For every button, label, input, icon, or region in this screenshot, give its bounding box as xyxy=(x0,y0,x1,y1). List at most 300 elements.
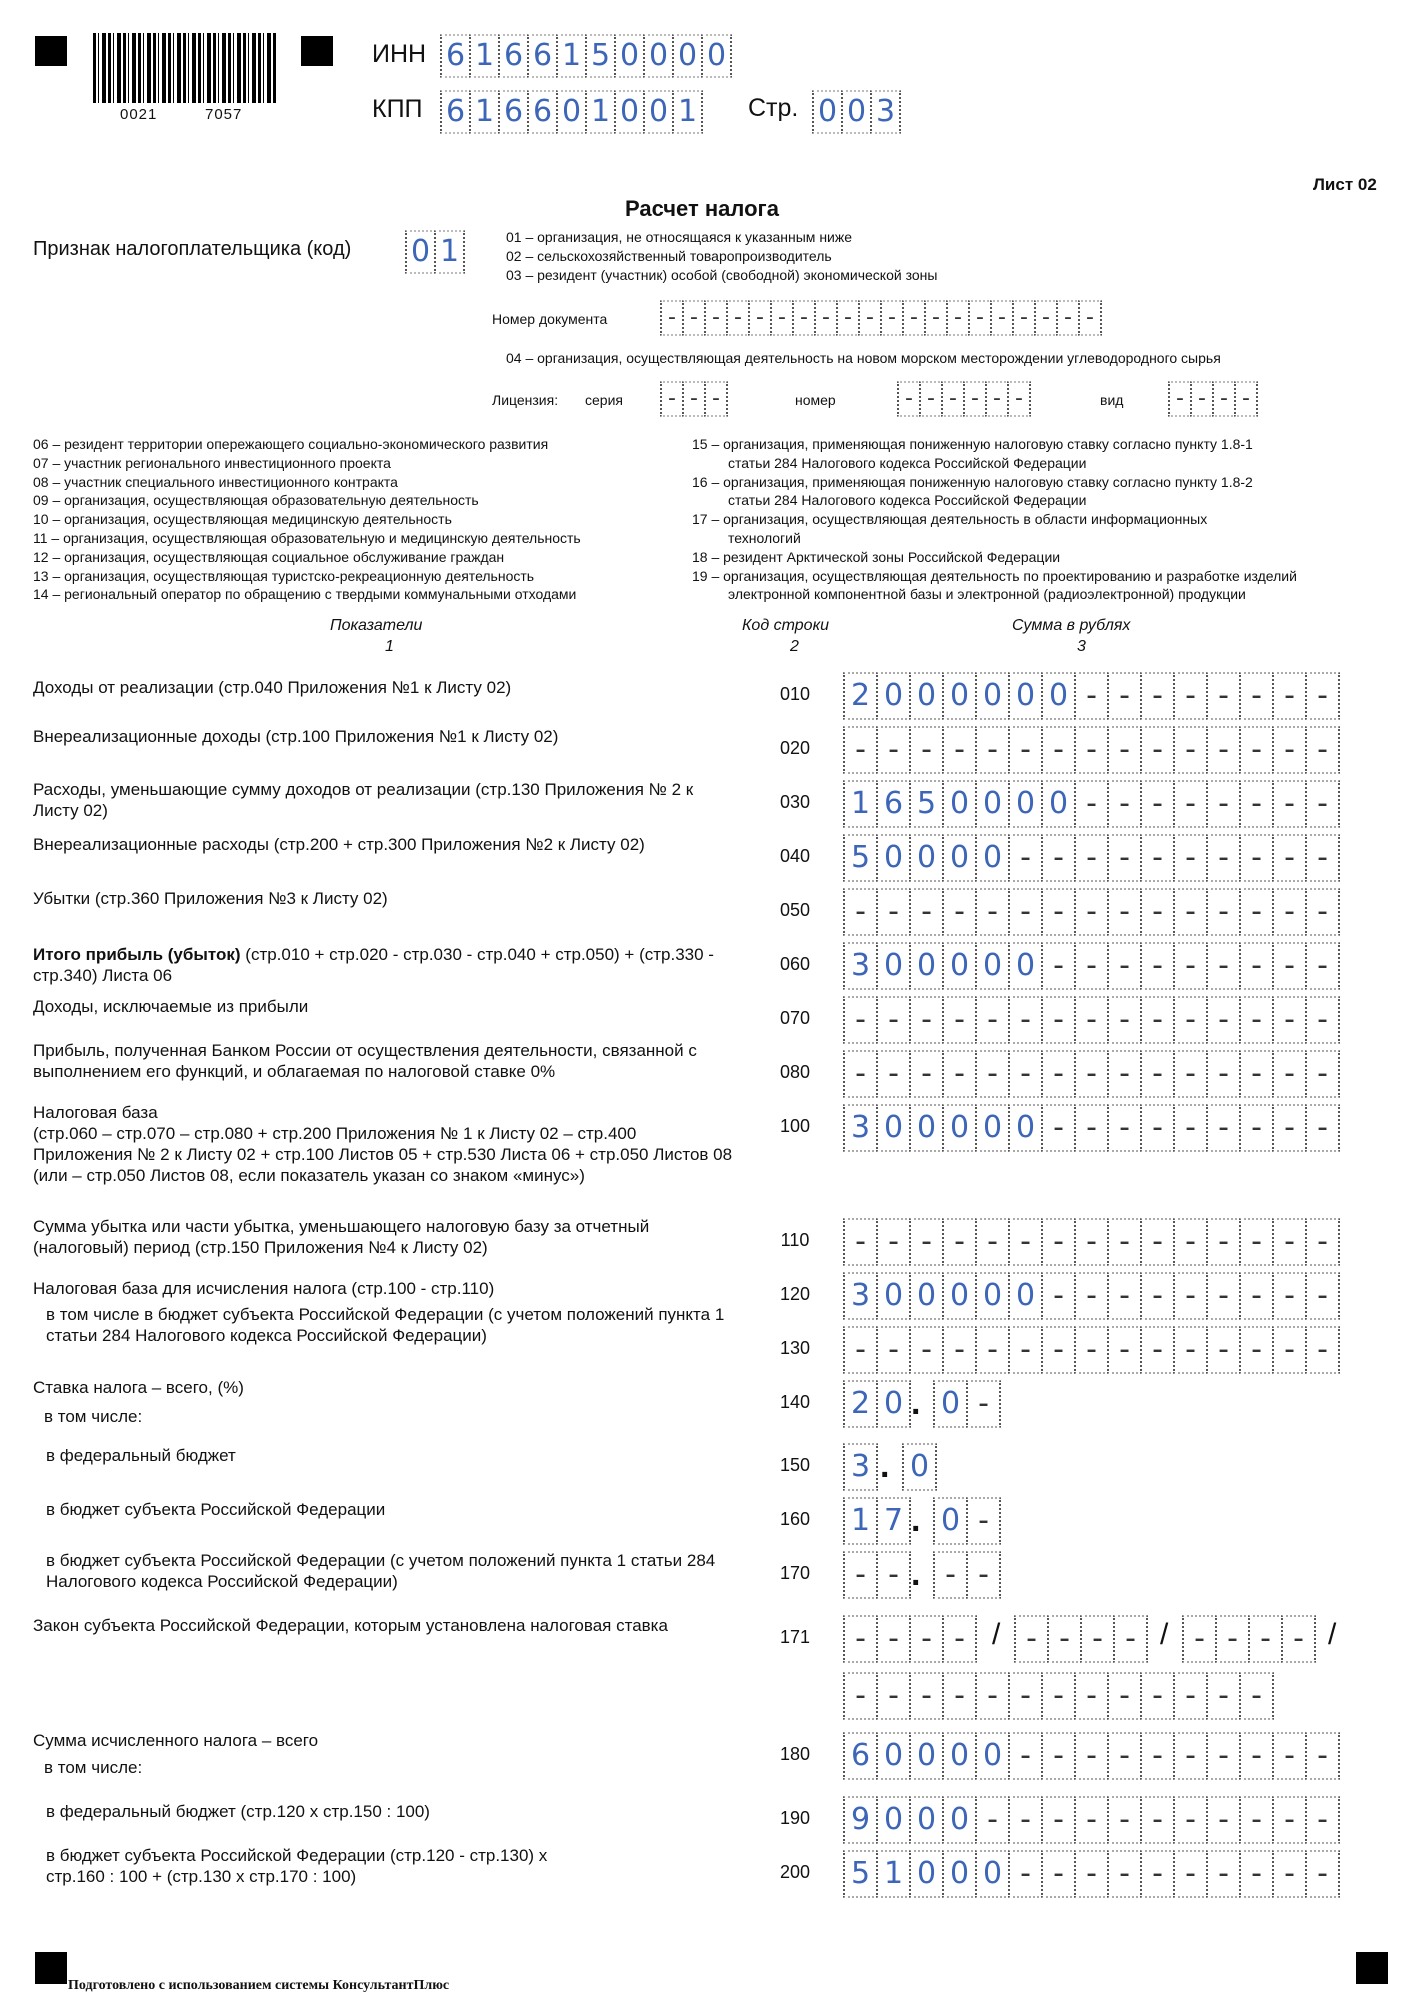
license-number-cell[interactable] xyxy=(941,381,965,417)
amount-digit-cell[interactable]: 0 xyxy=(1008,672,1043,720)
doc-number-cell[interactable] xyxy=(1034,300,1058,336)
amount-digit-cell[interactable]: 0 xyxy=(909,942,944,990)
amount-digit-cell[interactable]: 6 xyxy=(843,1732,878,1780)
amount-digit-cell[interactable]: 5 xyxy=(843,1850,878,1898)
doc-number-cell[interactable] xyxy=(968,300,992,336)
kpp-digit-cell[interactable]: 0 xyxy=(643,90,674,134)
amount-digit-cell[interactable] xyxy=(1206,1218,1241,1266)
amount-digit-cell[interactable] xyxy=(843,996,878,1044)
amount-digit-cell[interactable] xyxy=(1107,726,1142,774)
license-number-cells[interactable] xyxy=(897,381,1029,417)
inn-digit-cell[interactable]: 1 xyxy=(469,34,500,78)
amount-digit-cell[interactable] xyxy=(942,888,977,936)
amount-digit-cell[interactable] xyxy=(1239,1796,1274,1844)
amount-cells-180[interactable] xyxy=(843,1732,1338,1780)
amount-digit-cell[interactable] xyxy=(1041,1104,1076,1152)
amount-digit-cell[interactable]: 1 xyxy=(876,1850,911,1898)
amount-digit-cell[interactable] xyxy=(1008,1218,1043,1266)
law-digit-cell[interactable] xyxy=(1074,1672,1109,1720)
law-digit-cell[interactable] xyxy=(1014,1615,1049,1663)
amount-digit-cell[interactable] xyxy=(1041,726,1076,774)
law-digit-cell[interactable] xyxy=(1215,1615,1250,1663)
amount-digit-cell[interactable] xyxy=(1140,888,1175,936)
amount-digit-cell[interactable] xyxy=(1140,726,1175,774)
amount-digit-cell[interactable] xyxy=(1272,1272,1307,1320)
law-cells[interactable] xyxy=(1014,1615,1146,1663)
license-number-cell[interactable] xyxy=(985,381,1009,417)
amount-digit-cell[interactable] xyxy=(1239,726,1274,774)
amount-digit-cell[interactable] xyxy=(1041,942,1076,990)
law-digit-cell[interactable] xyxy=(1113,1615,1148,1663)
amount-cells-200[interactable] xyxy=(843,1850,1338,1898)
amount-digit-cell[interactable] xyxy=(1305,1272,1340,1320)
amount-digit-cell[interactable] xyxy=(843,1218,878,1266)
license-series-cell[interactable] xyxy=(660,381,684,417)
rate-digit-cell[interactable]: 0 xyxy=(902,1443,937,1491)
amount-digit-cell[interactable] xyxy=(1074,780,1109,828)
license-type-cell[interactable] xyxy=(1190,381,1214,417)
rate-digit-cell[interactable]: 1 xyxy=(843,1497,878,1545)
amount-digit-cell[interactable] xyxy=(843,726,878,774)
doc-number-cell[interactable] xyxy=(792,300,816,336)
law-digit-cell[interactable] xyxy=(1248,1615,1283,1663)
amount-digit-cell[interactable]: 0 xyxy=(876,672,911,720)
amount-digit-cell[interactable] xyxy=(1239,888,1274,936)
license-type-cell[interactable] xyxy=(1212,381,1236,417)
amount-digit-cell[interactable]: 0 xyxy=(975,672,1010,720)
amount-digit-cell[interactable] xyxy=(1074,1732,1109,1780)
amount-cells-190[interactable] xyxy=(843,1796,1338,1844)
amount-digit-cell[interactable] xyxy=(1008,1050,1043,1098)
amount-digit-cell[interactable] xyxy=(1107,780,1142,828)
amount-digit-cell[interactable] xyxy=(1272,996,1307,1044)
amount-digit-cell[interactable] xyxy=(1140,1732,1175,1780)
amount-digit-cell[interactable]: 0 xyxy=(909,834,944,882)
amount-digit-cell[interactable] xyxy=(843,888,878,936)
amount-digit-cell[interactable] xyxy=(1107,942,1142,990)
amount-digit-cell[interactable] xyxy=(1173,834,1208,882)
amount-digit-cell[interactable] xyxy=(1239,1272,1274,1320)
license-series-cell[interactable] xyxy=(682,381,706,417)
law-digit-cell[interactable] xyxy=(942,1672,977,1720)
amount-cells-110[interactable] xyxy=(843,1218,1338,1266)
amount-digit-cell[interactable]: 0 xyxy=(909,1732,944,1780)
amount-digit-cell[interactable] xyxy=(1140,1050,1175,1098)
doc-number-cell[interactable] xyxy=(682,300,706,336)
amount-digit-cell[interactable]: 0 xyxy=(942,1850,977,1898)
amount-digit-cell[interactable]: 0 xyxy=(909,1104,944,1152)
inn-digit-cell[interactable]: 6 xyxy=(527,34,558,78)
amount-digit-cell[interactable] xyxy=(1107,996,1142,1044)
license-number-cell[interactable] xyxy=(897,381,921,417)
amount-digit-cell[interactable] xyxy=(1173,1104,1208,1152)
amount-digit-cell[interactable] xyxy=(1041,1732,1076,1780)
amount-digit-cell[interactable] xyxy=(1206,1850,1241,1898)
amount-digit-cell[interactable] xyxy=(1107,1732,1142,1780)
amount-digit-cell[interactable] xyxy=(1239,1218,1274,1266)
amount-digit-cell[interactable] xyxy=(975,888,1010,936)
law-digit-cell[interactable] xyxy=(1047,1615,1082,1663)
doc-number-cell[interactable] xyxy=(1078,300,1102,336)
license-series-cell[interactable] xyxy=(704,381,728,417)
law-cells[interactable] xyxy=(843,1615,975,1663)
amount-digit-cell[interactable] xyxy=(1206,780,1241,828)
amount-digit-cell[interactable] xyxy=(1206,834,1241,882)
amount-digit-cell[interactable] xyxy=(1107,888,1142,936)
rate-digit-cell[interactable]: 3 xyxy=(843,1443,878,1491)
amount-digit-cell[interactable] xyxy=(1173,942,1208,990)
law-cells[interactable] xyxy=(1182,1615,1314,1663)
amount-digit-cell[interactable] xyxy=(876,888,911,936)
amount-digit-cell[interactable] xyxy=(876,1050,911,1098)
amount-digit-cell[interactable] xyxy=(1305,1218,1340,1266)
amount-digit-cell[interactable] xyxy=(1140,942,1175,990)
amount-cells-130[interactable] xyxy=(843,1326,1338,1374)
amount-digit-cell[interactable]: 0 xyxy=(876,1796,911,1844)
law-digit-cell[interactable] xyxy=(942,1615,977,1663)
law-digit-cell[interactable] xyxy=(843,1615,878,1663)
license-number-cell[interactable] xyxy=(963,381,987,417)
amount-digit-cell[interactable] xyxy=(1206,1104,1241,1152)
amount-cells-020[interactable] xyxy=(843,726,1338,774)
amount-digit-cell[interactable]: 0 xyxy=(942,1272,977,1320)
rate-frac-cells-140[interactable] xyxy=(933,1380,999,1428)
rate-digit-cell[interactable] xyxy=(966,1380,1001,1428)
amount-digit-cell[interactable]: 0 xyxy=(975,1272,1010,1320)
amount-digit-cell[interactable] xyxy=(1140,780,1175,828)
amount-digit-cell[interactable]: 0 xyxy=(1041,780,1076,828)
amount-digit-cell[interactable] xyxy=(1140,1218,1175,1266)
amount-digit-cell[interactable] xyxy=(1272,1050,1307,1098)
doc-number-cell[interactable] xyxy=(1056,300,1080,336)
amount-cells-050[interactable] xyxy=(843,888,1338,936)
amount-digit-cell[interactable]: 0 xyxy=(942,1732,977,1780)
law-digit-cell[interactable] xyxy=(876,1615,911,1663)
amount-digit-cell[interactable] xyxy=(1173,1732,1208,1780)
taxpayer-code-cell[interactable]: 0 xyxy=(405,230,436,274)
page-number-cells[interactable] xyxy=(812,90,899,134)
amount-digit-cell[interactable] xyxy=(1272,1326,1307,1374)
doc-number-cell[interactable] xyxy=(924,300,948,336)
page-digit-cell[interactable]: 0 xyxy=(841,90,872,134)
law-digit-cell[interactable] xyxy=(909,1615,944,1663)
amount-digit-cell[interactable] xyxy=(1206,672,1241,720)
kpp-digit-cell[interactable]: 0 xyxy=(556,90,587,134)
rate-digit-cell[interactable]: 2 xyxy=(843,1380,878,1428)
rate-frac-cells-160[interactable] xyxy=(933,1497,999,1545)
amount-digit-cell[interactable] xyxy=(1239,1732,1274,1780)
amount-digit-cell[interactable] xyxy=(1173,1850,1208,1898)
amount-digit-cell[interactable] xyxy=(1107,1104,1142,1152)
amount-digit-cell[interactable]: 5 xyxy=(843,834,878,882)
amount-digit-cell[interactable] xyxy=(1173,1050,1208,1098)
amount-digit-cell[interactable]: 0 xyxy=(975,1732,1010,1780)
amount-digit-cell[interactable] xyxy=(1305,780,1340,828)
kpp-digit-cell[interactable]: 1 xyxy=(672,90,703,134)
amount-digit-cell[interactable] xyxy=(975,1218,1010,1266)
amount-digit-cell[interactable] xyxy=(909,888,944,936)
rate-frac-cells-170[interactable] xyxy=(933,1551,999,1599)
amount-digit-cell[interactable] xyxy=(975,1796,1010,1844)
amount-digit-cell[interactable] xyxy=(1074,888,1109,936)
amount-digit-cell[interactable] xyxy=(1140,672,1175,720)
kpp-digit-cell[interactable]: 6 xyxy=(498,90,529,134)
amount-cells-030[interactable] xyxy=(843,780,1338,828)
amount-digit-cell[interactable]: 3 xyxy=(843,942,878,990)
amount-digit-cell[interactable] xyxy=(1107,1850,1142,1898)
amount-digit-cell[interactable] xyxy=(1074,1050,1109,1098)
amount-digit-cell[interactable] xyxy=(1305,1050,1340,1098)
amount-cells-040[interactable] xyxy=(843,834,1338,882)
amount-digit-cell[interactable]: 0 xyxy=(876,1272,911,1320)
amount-digit-cell[interactable] xyxy=(1173,1218,1208,1266)
amount-digit-cell[interactable] xyxy=(1272,1850,1307,1898)
amount-digit-cell[interactable] xyxy=(1041,1218,1076,1266)
amount-digit-cell[interactable] xyxy=(1173,1326,1208,1374)
amount-digit-cell[interactable] xyxy=(876,1218,911,1266)
amount-digit-cell[interactable] xyxy=(1272,672,1307,720)
law-cells[interactable] xyxy=(843,1672,1272,1720)
amount-digit-cell[interactable] xyxy=(975,726,1010,774)
kpp-digit-cell[interactable]: 0 xyxy=(614,90,645,134)
doc-number-cell[interactable] xyxy=(946,300,970,336)
amount-digit-cell[interactable] xyxy=(1272,1796,1307,1844)
amount-digit-cell[interactable] xyxy=(1041,1326,1076,1374)
amount-digit-cell[interactable] xyxy=(1008,1732,1043,1780)
amount-digit-cell[interactable] xyxy=(843,1326,878,1374)
doc-number-cell[interactable] xyxy=(770,300,794,336)
amount-digit-cell[interactable]: 0 xyxy=(876,1104,911,1152)
amount-digit-cell[interactable] xyxy=(1140,996,1175,1044)
amount-cells-060[interactable] xyxy=(843,942,1338,990)
inn-digit-cell[interactable]: 0 xyxy=(643,34,674,78)
rate-int-cells-140[interactable] xyxy=(843,1380,909,1428)
rate-int-cells-150[interactable] xyxy=(843,1443,876,1491)
amount-digit-cell[interactable] xyxy=(909,996,944,1044)
amount-digit-cell[interactable] xyxy=(1041,834,1076,882)
amount-digit-cell[interactable] xyxy=(1206,726,1241,774)
amount-digit-cell[interactable] xyxy=(1074,1104,1109,1152)
amount-digit-cell[interactable] xyxy=(1041,996,1076,1044)
law-digit-cell[interactable] xyxy=(909,1672,944,1720)
amount-cells-080[interactable] xyxy=(843,1050,1338,1098)
amount-digit-cell[interactable] xyxy=(1272,726,1307,774)
amount-digit-cell[interactable] xyxy=(1041,1796,1076,1844)
amount-digit-cell[interactable] xyxy=(1041,1050,1076,1098)
amount-digit-cell[interactable] xyxy=(1305,726,1340,774)
law-digit-cell[interactable] xyxy=(1239,1672,1274,1720)
amount-digit-cell[interactable] xyxy=(1272,1218,1307,1266)
rate-digit-cell[interactable]: 7 xyxy=(876,1497,911,1545)
doc-number-cell[interactable] xyxy=(1012,300,1036,336)
law-digit-cell[interactable] xyxy=(1107,1672,1142,1720)
amount-digit-cell[interactable] xyxy=(1074,1796,1109,1844)
amount-digit-cell[interactable]: 0 xyxy=(942,942,977,990)
amount-digit-cell[interactable] xyxy=(1272,780,1307,828)
amount-digit-cell[interactable] xyxy=(1008,834,1043,882)
amount-digit-cell[interactable] xyxy=(909,1326,944,1374)
amount-digit-cell[interactable] xyxy=(1206,1050,1241,1098)
amount-digit-cell[interactable] xyxy=(1074,672,1109,720)
inn-digit-cell[interactable]: 0 xyxy=(614,34,645,78)
law-digit-cell[interactable] xyxy=(1281,1615,1316,1663)
amount-cells-100[interactable] xyxy=(843,1104,1338,1152)
amount-digit-cell[interactable] xyxy=(1239,672,1274,720)
amount-digit-cell[interactable] xyxy=(1206,942,1241,990)
amount-digit-cell[interactable] xyxy=(1074,726,1109,774)
doc-number-cell[interactable] xyxy=(858,300,882,336)
amount-digit-cell[interactable] xyxy=(1206,1326,1241,1374)
doc-number-cell[interactable] xyxy=(990,300,1014,336)
amount-digit-cell[interactable] xyxy=(1140,1326,1175,1374)
rate-digit-cell[interactable] xyxy=(966,1497,1001,1545)
amount-digit-cell[interactable] xyxy=(1041,1272,1076,1320)
amount-digit-cell[interactable] xyxy=(1140,1850,1175,1898)
amount-digit-cell[interactable] xyxy=(1008,1850,1043,1898)
amount-digit-cell[interactable] xyxy=(1239,1104,1274,1152)
amount-digit-cell[interactable] xyxy=(1305,834,1340,882)
amount-digit-cell[interactable] xyxy=(1107,1796,1142,1844)
rate-digit-cell[interactable] xyxy=(876,1551,911,1599)
amount-digit-cell[interactable] xyxy=(1140,1272,1175,1320)
amount-digit-cell[interactable] xyxy=(1272,1104,1307,1152)
amount-digit-cell[interactable] xyxy=(1239,942,1274,990)
amount-digit-cell[interactable]: 9 xyxy=(843,1796,878,1844)
inn-digit-cell[interactable]: 6 xyxy=(440,34,471,78)
amount-digit-cell[interactable] xyxy=(942,1326,977,1374)
amount-digit-cell[interactable]: 0 xyxy=(975,780,1010,828)
amount-digit-cell[interactable] xyxy=(1074,1326,1109,1374)
amount-digit-cell[interactable]: 0 xyxy=(1008,1272,1043,1320)
amount-digit-cell[interactable]: 0 xyxy=(876,834,911,882)
page-digit-cell[interactable]: 3 xyxy=(870,90,901,134)
amount-digit-cell[interactable] xyxy=(1173,1796,1208,1844)
amount-digit-cell[interactable] xyxy=(1305,1104,1340,1152)
amount-digit-cell[interactable]: 0 xyxy=(1008,1104,1043,1152)
amount-digit-cell[interactable] xyxy=(1173,672,1208,720)
kpp-cells[interactable] xyxy=(440,90,701,134)
law-digit-cell[interactable] xyxy=(1080,1615,1115,1663)
amount-digit-cell[interactable] xyxy=(1305,888,1340,936)
amount-digit-cell[interactable] xyxy=(1206,1796,1241,1844)
inn-digit-cell[interactable]: 1 xyxy=(556,34,587,78)
amount-digit-cell[interactable] xyxy=(1074,996,1109,1044)
amount-digit-cell[interactable]: 0 xyxy=(942,672,977,720)
doc-number-cell[interactable] xyxy=(726,300,750,336)
amount-digit-cell[interactable] xyxy=(1206,1272,1241,1320)
amount-digit-cell[interactable]: 0 xyxy=(1008,942,1043,990)
page-digit-cell[interactable]: 0 xyxy=(812,90,843,134)
amount-digit-cell[interactable] xyxy=(1074,942,1109,990)
amount-digit-cell[interactable] xyxy=(1008,1796,1043,1844)
amount-digit-cell[interactable]: 0 xyxy=(876,1732,911,1780)
law-digit-cell[interactable] xyxy=(1140,1672,1175,1720)
inn-digit-cell[interactable]: 6 xyxy=(498,34,529,78)
license-type-cell[interactable] xyxy=(1168,381,1192,417)
law-digit-cell[interactable] xyxy=(843,1672,878,1720)
amount-digit-cell[interactable] xyxy=(1008,996,1043,1044)
amount-digit-cell[interactable]: 0 xyxy=(942,1104,977,1152)
amount-digit-cell[interactable]: 3 xyxy=(843,1272,878,1320)
kpp-digit-cell[interactable]: 6 xyxy=(527,90,558,134)
amount-digit-cell[interactable] xyxy=(909,726,944,774)
amount-digit-cell[interactable] xyxy=(975,1326,1010,1374)
amount-digit-cell[interactable] xyxy=(1008,726,1043,774)
amount-cells-070[interactable] xyxy=(843,996,1338,1044)
amount-digit-cell[interactable]: 3 xyxy=(843,1104,878,1152)
amount-digit-cell[interactable] xyxy=(1305,1850,1340,1898)
amount-digit-cell[interactable] xyxy=(1074,834,1109,882)
amount-digit-cell[interactable] xyxy=(1008,888,1043,936)
rate-frac-cells-150[interactable] xyxy=(902,1443,935,1491)
taxpayer-code-cell[interactable]: 1 xyxy=(434,230,465,274)
amount-digit-cell[interactable] xyxy=(1107,1218,1142,1266)
amount-digit-cell[interactable] xyxy=(1206,1732,1241,1780)
amount-cells-010[interactable] xyxy=(843,672,1338,720)
doc-number-cell[interactable] xyxy=(704,300,728,336)
amount-digit-cell[interactable] xyxy=(1173,780,1208,828)
amount-digit-cell[interactable] xyxy=(1305,1326,1340,1374)
amount-digit-cell[interactable] xyxy=(1305,1796,1340,1844)
amount-digit-cell[interactable]: 0 xyxy=(942,834,977,882)
amount-digit-cell[interactable]: 6 xyxy=(876,780,911,828)
doc-number-cell[interactable] xyxy=(836,300,860,336)
amount-digit-cell[interactable] xyxy=(1041,888,1076,936)
amount-digit-cell[interactable] xyxy=(1173,996,1208,1044)
amount-digit-cell[interactable] xyxy=(876,1326,911,1374)
amount-digit-cell[interactable] xyxy=(1140,1104,1175,1152)
license-number-cell[interactable] xyxy=(1007,381,1031,417)
amount-digit-cell[interactable] xyxy=(1173,726,1208,774)
rate-digit-cell[interactable] xyxy=(843,1551,878,1599)
amount-digit-cell[interactable] xyxy=(1074,1850,1109,1898)
law-digit-cell[interactable] xyxy=(1173,1672,1208,1720)
amount-digit-cell[interactable]: 0 xyxy=(942,780,977,828)
amount-digit-cell[interactable] xyxy=(1305,1732,1340,1780)
amount-digit-cell[interactable] xyxy=(876,996,911,1044)
amount-digit-cell[interactable]: 0 xyxy=(975,942,1010,990)
amount-digit-cell[interactable] xyxy=(1239,1850,1274,1898)
amount-digit-cell[interactable]: 0 xyxy=(909,1796,944,1844)
amount-digit-cell[interactable] xyxy=(1041,1850,1076,1898)
amount-digit-cell[interactable]: 0 xyxy=(909,672,944,720)
amount-digit-cell[interactable] xyxy=(975,1050,1010,1098)
amount-digit-cell[interactable] xyxy=(1140,1796,1175,1844)
amount-digit-cell[interactable] xyxy=(1272,1732,1307,1780)
amount-digit-cell[interactable] xyxy=(1173,1272,1208,1320)
license-type-cell[interactable] xyxy=(1234,381,1258,417)
amount-digit-cell[interactable] xyxy=(1239,1050,1274,1098)
amount-digit-cell[interactable] xyxy=(1305,672,1340,720)
amount-digit-cell[interactable]: 5 xyxy=(909,780,944,828)
taxpayer-code-cells[interactable] xyxy=(405,230,463,274)
amount-digit-cell[interactable] xyxy=(1074,1218,1109,1266)
amount-digit-cell[interactable] xyxy=(1239,780,1274,828)
amount-digit-cell[interactable] xyxy=(1305,996,1340,1044)
amount-digit-cell[interactable] xyxy=(1008,1326,1043,1374)
license-number-cell[interactable] xyxy=(919,381,943,417)
rate-digit-cell[interactable]: 0 xyxy=(933,1380,968,1428)
inn-digit-cell[interactable]: 0 xyxy=(701,34,732,78)
law-digit-cell[interactable] xyxy=(975,1672,1010,1720)
inn-digit-cell[interactable]: 5 xyxy=(585,34,616,78)
rate-digit-cell[interactable] xyxy=(966,1551,1001,1599)
amount-digit-cell[interactable] xyxy=(1107,1272,1142,1320)
doc-number-cell[interactable] xyxy=(748,300,772,336)
rate-digit-cell[interactable]: 0 xyxy=(876,1380,911,1428)
rate-digit-cell[interactable]: 0 xyxy=(933,1497,968,1545)
law-digit-cell[interactable] xyxy=(1008,1672,1043,1720)
